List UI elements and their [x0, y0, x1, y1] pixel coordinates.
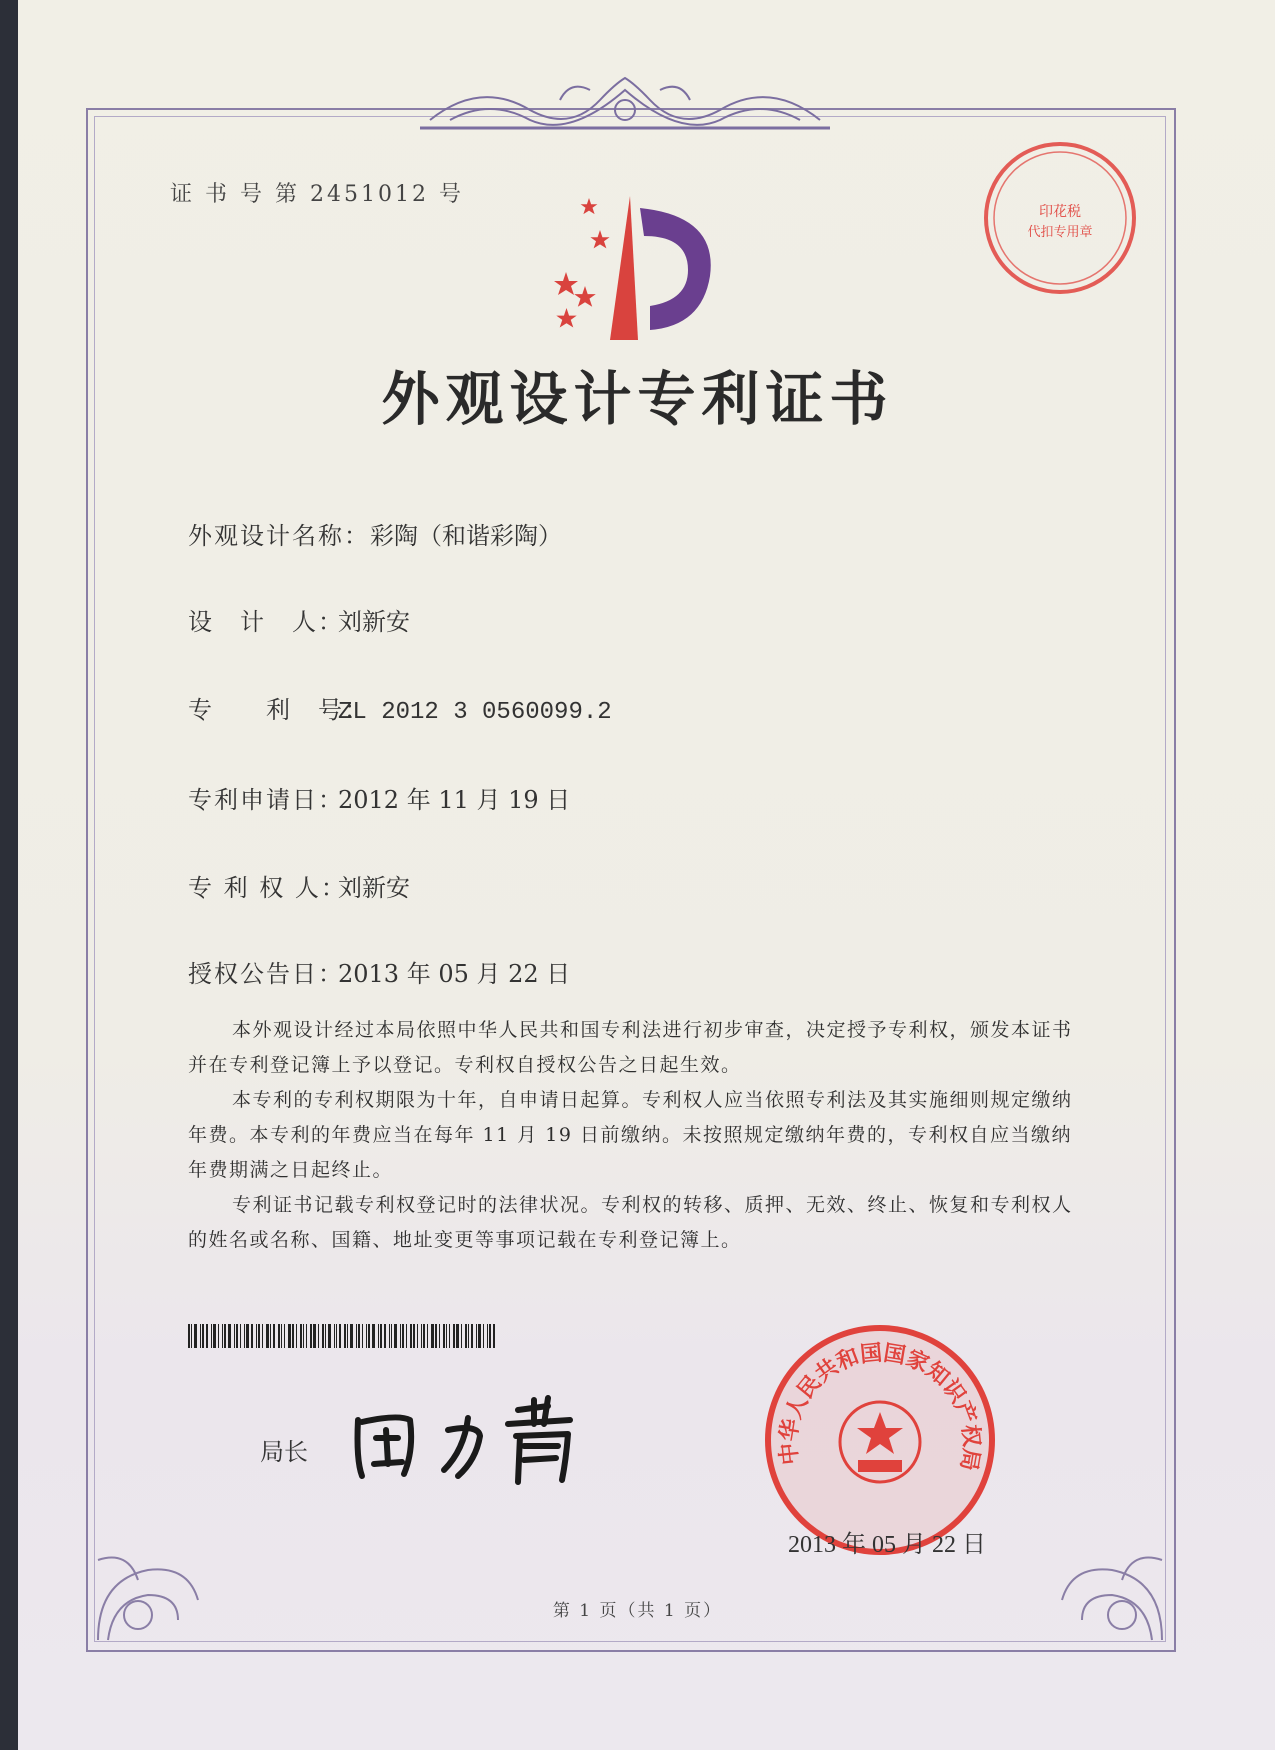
barcode-bar [439, 1324, 440, 1348]
barcode-bar [310, 1324, 312, 1348]
barcode-bar [236, 1324, 238, 1348]
body-text [188, 1013, 1078, 1258]
barcode-bar [372, 1324, 375, 1348]
tax-stamp-icon [980, 138, 1140, 298]
barcode-bar [270, 1324, 271, 1348]
barcode-bar [256, 1324, 257, 1348]
barcode-bar [443, 1324, 445, 1348]
barcode-bar [188, 1324, 190, 1348]
field-value: 彩陶（和谐彩陶） [370, 522, 562, 550]
barcode-bar [296, 1324, 297, 1348]
barcode-bar [453, 1324, 455, 1348]
field-value: ZL 2012 3 0560099.2 [338, 699, 612, 726]
barcode-bar [493, 1324, 495, 1348]
barcode-bar [489, 1324, 491, 1348]
barcode-bar [334, 1324, 335, 1348]
barcode-bar [384, 1324, 386, 1348]
barcode-bar [262, 1324, 263, 1348]
barcode-bar [284, 1324, 285, 1348]
barcode-bar [468, 1324, 469, 1348]
field-label: 设 计 人： [188, 608, 344, 636]
barcode-bar [461, 1324, 462, 1348]
barcode-bar [410, 1324, 412, 1348]
barcode-bar [358, 1324, 360, 1348]
barcode-bar [339, 1324, 341, 1348]
barcode-bar [413, 1324, 416, 1348]
field-label: 授权公告日： [188, 960, 344, 988]
barcode-bar [406, 1324, 407, 1348]
barcode-bar [303, 1324, 304, 1348]
barcode-bar [478, 1324, 481, 1348]
barcode-bar [218, 1324, 219, 1348]
barcode-bar [251, 1324, 253, 1348]
barcode-bar [344, 1324, 346, 1348]
barcode-bar [400, 1324, 401, 1348]
paragraph-1: 本外观设计经过本局依照中华人民共和国专利法进行初步审查，决定授予专利权，颁发本证书并在专利登记簿上予以登记。专利权自授权公告之日起生效。 [188, 1019, 1073, 1076]
barcode-bar [476, 1324, 477, 1348]
barcode-bar [273, 1324, 275, 1348]
field-design-name [188, 516, 562, 551]
barcode-bar [228, 1324, 231, 1348]
barcode-bar [202, 1324, 204, 1348]
barcode-bar [446, 1324, 447, 1348]
page-title: 外观设计专利证书 [381, 365, 894, 433]
barcode-bar [362, 1324, 363, 1348]
barcode-bar [417, 1324, 418, 1348]
barcode-bar [200, 1324, 201, 1348]
barcode-bar [471, 1324, 473, 1348]
barcode-bar [322, 1324, 324, 1348]
barcode-bar [431, 1324, 434, 1348]
barcode-bar [240, 1324, 241, 1348]
barcode-bar [421, 1324, 422, 1348]
seal-date: 2013 年 05 月 22 日 [788, 1532, 986, 1558]
certificate-number: 证 书 号 第 2451012 号 [170, 182, 464, 207]
seal-text: 中华人民共和国国家知识产权局 [776, 1340, 984, 1473]
barcode-bar [465, 1324, 467, 1348]
barcode-bar [292, 1324, 294, 1348]
barcode-bar [244, 1324, 245, 1348]
page-number: 第 1 页（共 1 页） [552, 1601, 723, 1621]
field-grant-date [188, 954, 570, 989]
barcode-bar [483, 1324, 484, 1348]
barcode-bar [211, 1324, 212, 1348]
barcode-bar [347, 1324, 348, 1348]
director-signature [348, 1390, 608, 1490]
barcode-bar [318, 1324, 319, 1348]
svg-text:印花税: 印花税 [1039, 204, 1081, 220]
barcode-bar [449, 1324, 450, 1348]
corner-ornament-right-icon [1052, 1540, 1172, 1650]
barcode-bar [258, 1324, 260, 1348]
field-label: 专 利 号： [188, 696, 370, 724]
barcode-bar [266, 1324, 269, 1348]
barcode-bar [246, 1324, 249, 1348]
barcode-bar [366, 1324, 367, 1348]
barcode-bar [487, 1324, 488, 1348]
cnipa-logo-icon [548, 196, 728, 346]
field-patentee [188, 868, 410, 903]
barcode-icon [188, 1324, 498, 1348]
field-filing-date [188, 780, 570, 815]
barcode-bar [206, 1324, 208, 1348]
field-patent-number [188, 690, 612, 726]
barcode-bar [222, 1324, 223, 1348]
barcode-bar [306, 1324, 307, 1348]
field-value: 刘新安 [338, 608, 410, 636]
barcode-bar [224, 1324, 226, 1348]
barcode-bar [194, 1324, 197, 1348]
field-value: 2012 年 11 月 19 日 [338, 786, 571, 814]
svg-text:代扣专用章: 代扣专用章 [1027, 225, 1093, 240]
barcode-bar [288, 1324, 291, 1348]
barcode-bar [356, 1324, 357, 1348]
barcode-bar [234, 1324, 235, 1348]
barcode-bar [300, 1324, 302, 1348]
barcode-bar [336, 1324, 337, 1348]
barcode-bar [380, 1324, 382, 1348]
barcode-bar [191, 1324, 192, 1348]
barcode-bar [427, 1324, 428, 1348]
corner-ornament-left-icon [88, 1540, 208, 1650]
field-value: 2013 年 05 月 22 日 [338, 960, 571, 988]
barcode-bar [391, 1324, 392, 1348]
barcode-bar [278, 1324, 280, 1348]
barcode-bar [328, 1324, 331, 1348]
field-label: 专利申请日： [188, 786, 344, 814]
star-icon [554, 198, 610, 328]
barcode-bar [213, 1324, 216, 1348]
barcode-bar [368, 1324, 370, 1348]
barcode-bar [378, 1324, 379, 1348]
barcode-bar [394, 1324, 397, 1348]
barcode-bar [435, 1324, 437, 1348]
barcode-bar [389, 1324, 390, 1348]
barcode-bar [456, 1324, 459, 1348]
barcode-bar [350, 1324, 353, 1348]
barcode-bar [281, 1324, 282, 1348]
barcode-bar [402, 1324, 404, 1348]
paragraph-2: 本专利的专利权期限为十年，自申请日起算。专利权人应当依照专利法及其实施细则规定缴纳年费。本专利的年费应当在每年 11 月 19 日前缴纳。未按照规定缴纳年费的，专利权自应当缴纳年费期满之日起终止。 [188, 1089, 1073, 1181]
field-value: 刘新安 [338, 874, 410, 902]
top-ornament-icon [420, 70, 830, 140]
field-designer [188, 602, 410, 637]
barcode-bar [313, 1324, 316, 1348]
field-label: 外观设计名称： [188, 522, 370, 550]
paragraph-3: 专利证书记载专利权登记时的法律状况。专利权的转移、质押、无效、终止、恢复和专利权人的姓名或名称、国籍、地址变更等事项记载在专利登记簿上。 [188, 1194, 1073, 1251]
director-label: 局长 [260, 1438, 308, 1466]
field-label: 专 利 权 人： [188, 874, 347, 902]
barcode-bar [423, 1324, 425, 1348]
barcode-bar [325, 1324, 326, 1348]
